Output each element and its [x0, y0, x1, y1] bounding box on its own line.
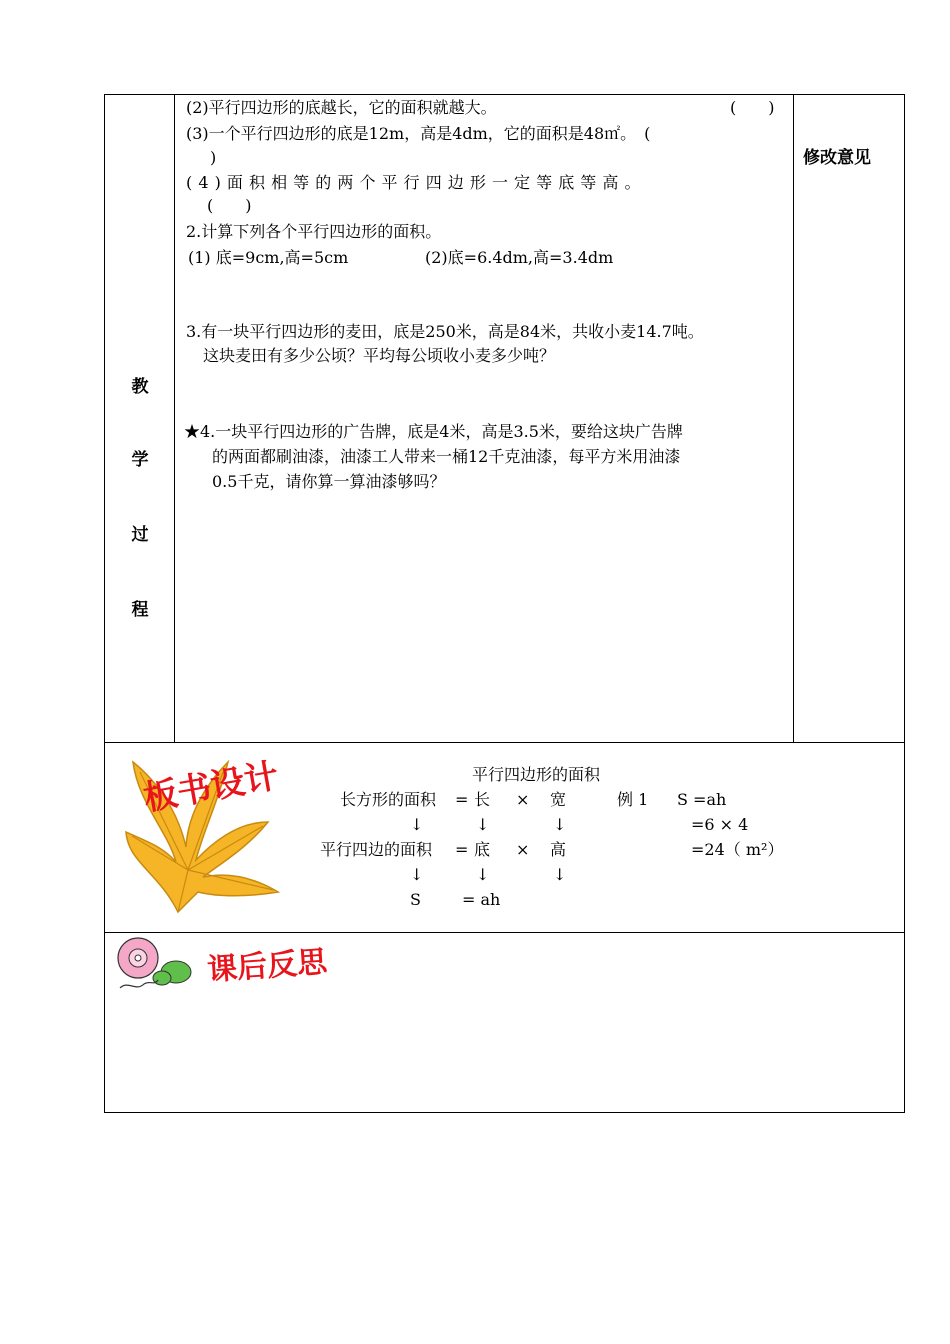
down-arrow-icon: ↓ [553, 865, 567, 884]
board-row2-times: × [516, 840, 530, 859]
board-row3-s: S [410, 890, 421, 909]
board-row2-eq: = [455, 840, 469, 859]
example-line-2: =6 × 4 [691, 815, 749, 834]
board-row1-term: 长方形的面积 [340, 790, 437, 809]
down-arrow-icon: ↓ [410, 815, 424, 834]
board-design-logo-text: 板书设计 [140, 755, 282, 819]
question-4-line-1: ( 4 ) 面 积 相 等 的 两 个 平 行 四 边 形 一 定 等 底 等 高 。 [186, 173, 641, 192]
board-title: 平行四边形的面积 [472, 765, 601, 784]
reflection-logo-text: 课后反思 [206, 944, 329, 988]
task-3-line-2: 这块麦田有多少公顷？平均每公顷收小麦多少吨？ [203, 346, 556, 365]
board-row1-length: 长 [474, 790, 491, 809]
reflection-logo [110, 936, 350, 996]
board-row1-width: 宽 [550, 790, 567, 809]
board-row3-formula: = ah [462, 890, 501, 909]
board-design-logo [118, 752, 288, 924]
maple-leaf-icon [118, 752, 288, 924]
down-arrow-icon: ↓ [410, 865, 424, 884]
task-4-line-3: 0.5千克，请你算一算油漆够吗？ [212, 472, 446, 491]
board-row2-base: 底 [474, 840, 491, 859]
task-4-line-1: ★4.一块平行四边形的广告牌，底是4米，高是3.5米，要给这块广告牌 [184, 422, 683, 441]
section-label-char-4: 程 [131, 600, 149, 620]
morning-glory-icon [110, 936, 350, 996]
task-3-line-1: 3.有一块平行四边形的麦田，底是250米，高是84米，共收小麦14.7吨。 [186, 322, 704, 341]
task-2-item-a: (1) 底=9cm,高=5cm [188, 248, 349, 267]
section-label-char-1: 教 [131, 377, 149, 397]
example-label: 例 1 [617, 790, 649, 809]
question-3-line-1: (3)一个平行四边形的底是12m，高是4dm，它的面积是48㎡。 ( [186, 124, 651, 143]
down-arrow-icon: ↓ [476, 815, 490, 834]
section-label-char-3: 过 [131, 525, 149, 545]
down-arrow-icon: ↓ [476, 865, 490, 884]
example-line-1: S =ah [677, 790, 727, 809]
question-3-line-2: ) [210, 148, 217, 167]
task-2-title: 2.计算下列各个平行四边形的面积。 [186, 222, 442, 241]
board-row2-height: 高 [550, 840, 567, 859]
down-arrow-icon: ↓ [553, 815, 567, 834]
question-4-answer-blank: ( ) [207, 196, 252, 215]
revision-header: 修改意见 [803, 148, 871, 168]
question-2-answer-blank: ( ) [730, 98, 775, 117]
board-row1-times: × [516, 790, 530, 809]
task-4-line-2: 的两面都刷油漆，油漆工人带来一桶12千克油漆，每平方米用油漆 [212, 447, 681, 466]
example-line-3: =24（ m²） [691, 840, 784, 859]
section-label-char-2: 学 [131, 450, 149, 470]
task-2-item-b: (2)底=6.4dm,高=3.4dm [425, 248, 614, 267]
question-2: (2)平行四边形的底越长，它的面积就越大。 [186, 98, 497, 117]
board-row2-term: 平行四边的面积 [320, 840, 433, 859]
board-row1-eq: = [455, 790, 469, 809]
